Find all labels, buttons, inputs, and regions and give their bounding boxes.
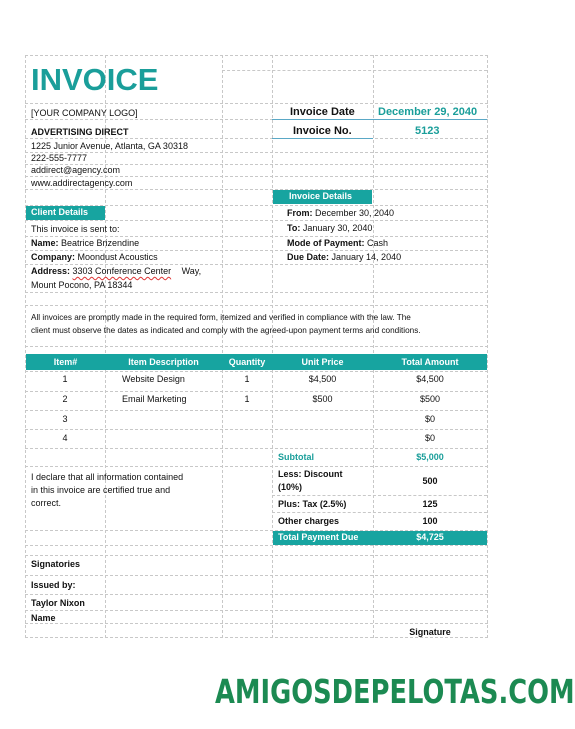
col-header-total: Total Amount [401,357,459,367]
details-to-value: January 30, 2040 [302,223,373,233]
invoice-date-underline [272,119,487,120]
subtotal-label: Subtotal [278,452,314,462]
row-total: $0 [424,433,435,443]
details-from [287,207,394,219]
discount-label-2: (10%) [278,482,303,492]
client-company-value: Moondust Acoustics [77,252,158,262]
client-details-header-text: Client Details [31,207,89,217]
col-header-quantity: Quantity [228,357,266,367]
client-address-line1b: Way, [181,266,202,276]
row-desc: Email Marketing [122,394,187,404]
total-due-label: Total Payment Due [278,532,359,542]
discount-label-1: Less: Discount [278,469,343,479]
details-due [287,251,401,263]
declaration-line-2: in this invoice are certified true and [31,485,171,495]
details-to [287,222,372,234]
invoice-no-underline [272,138,373,139]
client-address-line1: 3303 Conference Center [72,266,172,276]
other-charges-label: Other charges [278,516,340,526]
table-row [25,393,488,411]
declaration-line-3: correct. [31,498,62,508]
row-qty: 1 [244,374,250,384]
details-mode-label: Mode of Payment: [287,238,365,248]
company-logo-placeholder: [YOUR COMPANY LOGO] [31,108,138,118]
col-header-description: Item Description [128,357,199,367]
details-due-label: Due Date: [287,252,330,262]
invoice-date-label: Invoice Date [290,106,355,118]
subtotal-value: $5,000 [416,452,444,462]
invoice-date-value: December 29, 2040 [378,106,478,118]
invoice-no-value: 5123 [415,125,440,137]
client-name-label: Name: [31,238,59,248]
col-header-unit-price: Unit Price [301,357,344,367]
table-row [25,413,488,431]
tax-label: Plus: Tax (2.5%) [278,499,347,509]
col-header-item: Item# [53,357,78,367]
client-name [31,237,139,249]
details-from-label: From: [287,208,313,218]
other-charges-value: 100 [422,516,438,526]
issued-by-label: Issued by: [31,580,76,590]
tax-value: 125 [422,499,438,509]
details-from-value: December 30, 2040 [315,208,395,218]
items-table-header [26,354,487,370]
issuer-name: Taylor Nixon [31,598,85,608]
details-due-value: January 14, 2040 [331,252,402,262]
invoice-details-header [273,190,372,204]
total-due-bar [273,531,487,545]
invoice-sheet [25,55,488,638]
row-total: $0 [424,414,435,424]
invoice-title: INVOICE [31,62,159,97]
table-row [25,432,488,450]
row-num: 4 [62,433,68,443]
signature-label: Signature [409,627,451,637]
client-address [31,265,201,277]
company-website: www.addirectagency.com [31,178,133,188]
watermark-brand: AMIGOSDEPELOTAS.COM [215,672,575,711]
row-total: $4,500 [416,374,444,384]
company-address: 1225 Junior Avenue, Atlanta, GA 30318 [31,141,188,151]
row-total: $500 [419,394,441,404]
company-name: ADVERTISING DIRECT [31,127,129,137]
signatories-label: Signatories [31,559,81,569]
client-company-label: Company: [31,252,76,262]
row-desc: Website Design [122,374,185,384]
client-name-value: Beatrice Brizendine [61,238,140,248]
client-address-label: Address: [31,266,71,276]
declaration-line-1: I declare that all information contained [31,472,184,482]
discount-value: 500 [422,476,438,486]
row-unit: $4,500 [308,374,337,384]
row-num: 2 [62,394,68,404]
details-mode [287,237,388,249]
terms-line-1: All invoices are promptly made in the required form, itemized and verified in compliance with the law. The [31,313,411,322]
details-to-label: To: [287,223,301,233]
company-email: addirect@agency.com [31,165,121,175]
row-num: 1 [62,374,68,384]
client-sent-to: This invoice is sent to: [31,224,120,234]
row-qty: 1 [244,394,250,404]
invoice-no-label: Invoice No. [293,125,352,137]
client-company [31,251,158,263]
company-phone: 222-555-7777 [31,153,88,163]
name-label: Name [31,613,56,623]
client-address-line2: Mount Pocono, PA 18344 [31,280,133,290]
terms-line-2: client must observe the dates as indicated and comply with the agreed-upon payment terms and conditions. [31,326,421,335]
row-num: 3 [62,414,68,424]
details-mode-value: Cash [367,238,389,248]
table-row [25,373,488,391]
row-unit: $500 [312,394,333,404]
invoice-details-header-text: Invoice Details [289,191,353,201]
client-details-header [26,206,105,220]
total-due-value: $4,725 [416,532,444,542]
